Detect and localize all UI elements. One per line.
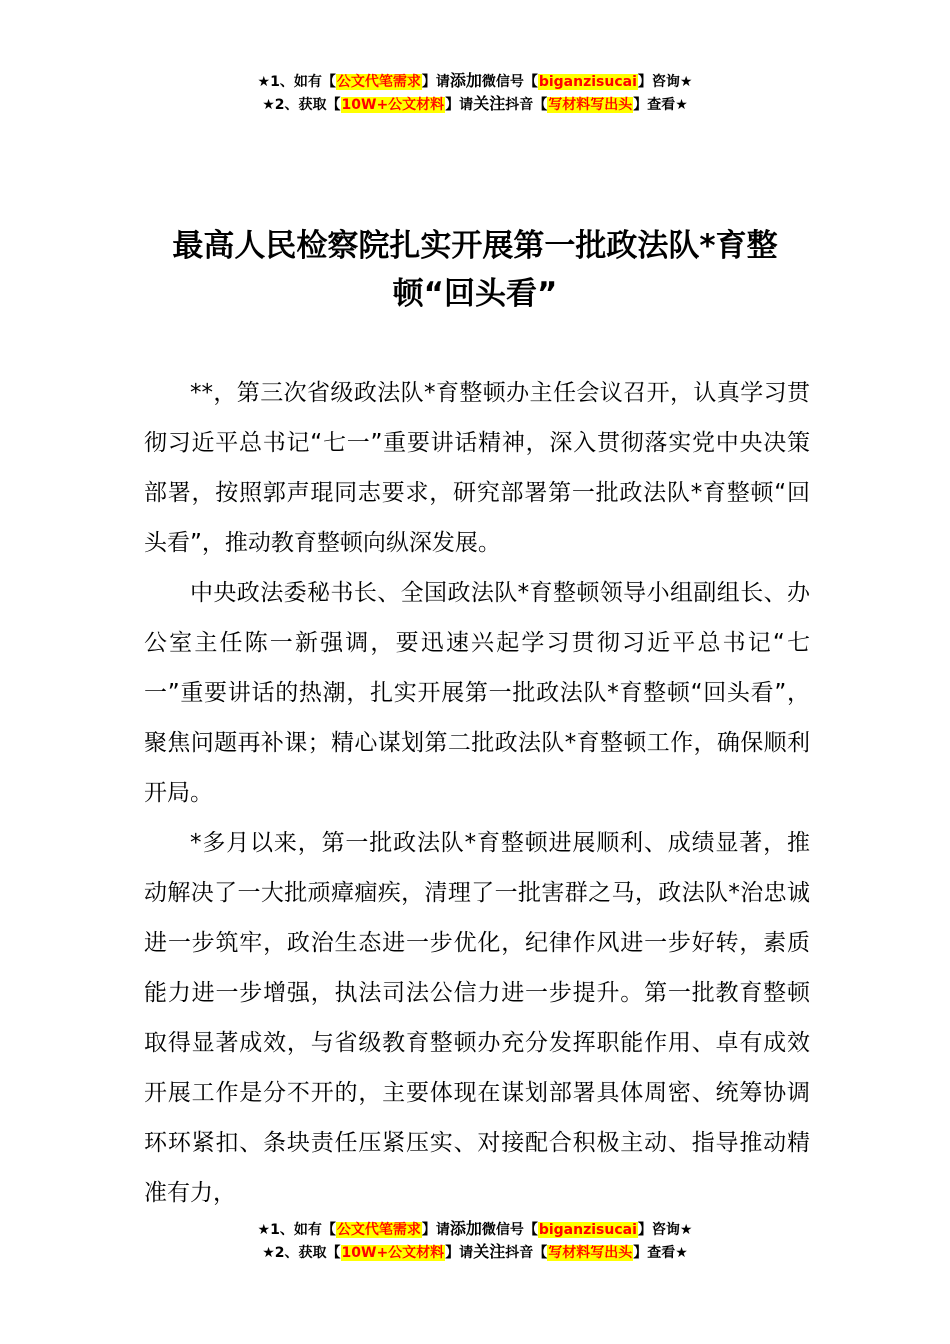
- header-banner: [0, 70, 950, 116]
- highlight-materials: 10W+公文材料: [341, 97, 445, 113]
- banner-line-1: ★1、如有【公文代笔需求】请添加微信号【biganzisucai】咨询★: [257, 1219, 693, 1238]
- paragraph: *多月以来，第一批政法队*育整顿进展顺利、成绩显著，推动解决了一大批顽瘴痼疾，清理了一批害群之马，政法队*治忠诚进一步筑牢，政治生态进一步优化，纪律作风进一步好转，素质能力进一步增强，执法司法公信力进一步提升。第一批教育整顿取得显著成效，与省级教育整顿办充分发挥职能作用、卓有成效开展工作是分不开的，主要体现在谋划部署具体周密、统筹协调环环紧扣、条块责任压紧压实、对接配合积极主动、指导推动精准有力，: [144, 830, 810, 1206]
- document-body: [144, 368, 810, 1218]
- highlight-service: 公文代笔需求: [336, 74, 421, 90]
- highlight-materials: 10W+公文材料: [341, 1245, 445, 1261]
- highlight-douyin: 写材料写出头: [548, 1245, 633, 1261]
- document-title: 最高人民检察院扎实开展第一批政法队*育整顿“回头看”: [172, 228, 778, 312]
- highlight-wechat-id: biganzisucai: [538, 1222, 637, 1238]
- footer-banner: [0, 1218, 950, 1264]
- paragraph: 中央政法委秘书长、全国政法队*育整顿领导小组副组长、办公室主任陈一新强调，要迅速兴起学习贯彻习近平总书记“七一”重要讲话的热潮，扎实开展第一批政法队*育整顿“回头看”，聚焦问题再补课；精心谋划第二批政法队*育整顿工作，确保顺利开局。: [144, 580, 810, 806]
- banner-line-2: ★2、获取【10W+公文材料】请关注抖音【写材料写出头】查看★: [262, 94, 688, 113]
- highlight-service: 公文代笔需求: [336, 1222, 421, 1238]
- highlight-douyin: 写材料写出头: [548, 97, 633, 113]
- banner-line-1: ★1、如有【公文代笔需求】请添加微信号【biganzisucai】咨询★: [257, 71, 693, 90]
- paragraph: **，第三次省级政法队*育整顿办主任会议召开，认真学习贯彻习近平总书记“七一”重要讲话精神，深入贯彻落实党中央决策部署，按照郭声琨同志要求，研究部署第一批政法队*育整顿“回头看”，推动教育整顿向纵深发展。: [144, 380, 810, 556]
- banner-line-2: ★2、获取【10W+公文材料】请关注抖音【写材料写出头】查看★: [262, 1242, 688, 1261]
- highlight-wechat-id: biganzisucai: [538, 74, 637, 90]
